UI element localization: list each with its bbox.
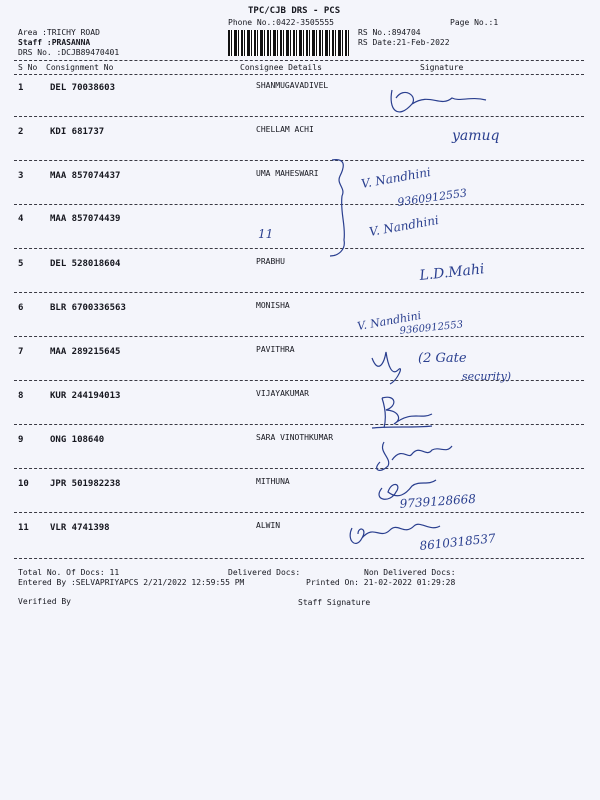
consignee-name: SHANMUGAVADIVEL: [256, 81, 329, 90]
delivered-docs: Delivered Docs:: [228, 568, 301, 577]
entered-by: Entered By :SELVAPRIYAPCS 2/21/2022 12:59:55 PM: [18, 578, 245, 587]
signature-row-8: [372, 397, 432, 428]
row-sno: 5: [18, 259, 24, 269]
consignment-number: DEL 528018604: [50, 259, 121, 269]
document-title: TPC/CJB DRS - PCS: [248, 6, 341, 16]
signature-row-5: L.D.Mahi: [418, 261, 486, 284]
signature-row-6: V. Nandhini: [356, 308, 423, 333]
consignee-name: VIJAYAKUMAR: [256, 389, 309, 398]
drs-number: DRS No. :DCJB89470401: [18, 48, 120, 57]
printed-on: Printed On: 21-02-2022 01:29:28: [306, 578, 456, 587]
phone-number: Phone No.:0422-3505555: [228, 18, 334, 27]
verified-by: Verified By: [18, 597, 71, 606]
consignee-name: UMA MAHESWARI: [256, 169, 319, 178]
signature-row-9: [377, 442, 452, 470]
consignment-number: BLR 6700336563: [50, 303, 126, 313]
phone-row-3: 9360912553: [396, 186, 468, 209]
non-delivered-docs: Non Delivered Docs:: [364, 568, 456, 577]
rs-date: RS Date:21-Feb-2022: [358, 38, 450, 47]
page-number: Page No.:1: [450, 18, 499, 27]
staff-signature: Staff Signature: [298, 598, 371, 607]
row-sno: 4: [18, 214, 24, 224]
column-sno: S No: [18, 63, 38, 72]
row-sno: 6: [18, 303, 24, 313]
row-sno: 8: [18, 391, 24, 401]
row-sno: 2: [18, 127, 24, 137]
consignment-number: KUR 244194013: [50, 391, 121, 401]
note-row-7-b: security): [462, 370, 512, 383]
consignment-number: MAA 857074437: [50, 171, 121, 181]
signature-row-7: [372, 352, 400, 384]
signature-row-4: V. Nandhini: [368, 212, 440, 239]
ditto-row-4: 11: [258, 227, 274, 241]
row-sno: 1: [18, 83, 24, 93]
consignment-number: KDI 681737: [50, 127, 105, 137]
consignee-name: PRABHU: [256, 257, 285, 266]
signature-row-2: yamuq: [452, 128, 500, 144]
column-consignee: Consignee Details: [240, 63, 322, 72]
phone-row-6: 9360912553: [399, 319, 464, 337]
row-sno: 10: [18, 479, 29, 489]
consignee-name: ALWIN: [256, 521, 281, 530]
row-sno: 3: [18, 171, 24, 181]
signature-row-3: V. Nandhini: [360, 164, 432, 191]
phone-row-10: 9739128668: [399, 491, 477, 511]
consignee-name: PAVITHRA: [256, 345, 295, 354]
bracket-rows-3-4: [330, 160, 344, 256]
row-sno: 7: [18, 347, 24, 357]
consignment-number: DEL 70038603: [50, 83, 116, 93]
staff: Staff :PRASANNA: [18, 38, 91, 47]
consignment-number: VLR 4741398: [50, 523, 110, 533]
column-consignment: Consignment No: [46, 63, 114, 72]
phone-row-11: 8610318537: [418, 531, 497, 553]
signature-row-1: [391, 90, 486, 112]
rs-number: RS No.:894704: [358, 28, 421, 37]
consignment-number: MAA 289215645: [50, 347, 121, 357]
note-row-7-a: (2 Gate: [418, 351, 467, 366]
area: Area :TRICHY ROAD: [18, 28, 100, 37]
column-signature: Signature: [420, 63, 464, 72]
consignment-number: MAA 857074439: [50, 214, 121, 224]
consignment-number: ONG 108640: [50, 435, 105, 445]
consignee-name: MONISHA: [256, 301, 290, 310]
row-sno: 9: [18, 435, 24, 445]
consignee-name: MITHUNA: [256, 477, 290, 486]
consignee-name: SARA VINOTHKUMAR: [256, 433, 334, 442]
total-docs: Total No. Of Docs: 11: [18, 568, 120, 577]
consignee-name: CHELLAM ACHI: [256, 125, 314, 134]
row-sno: 11: [18, 523, 29, 533]
consignment-number: JPR 501982238: [50, 479, 121, 489]
